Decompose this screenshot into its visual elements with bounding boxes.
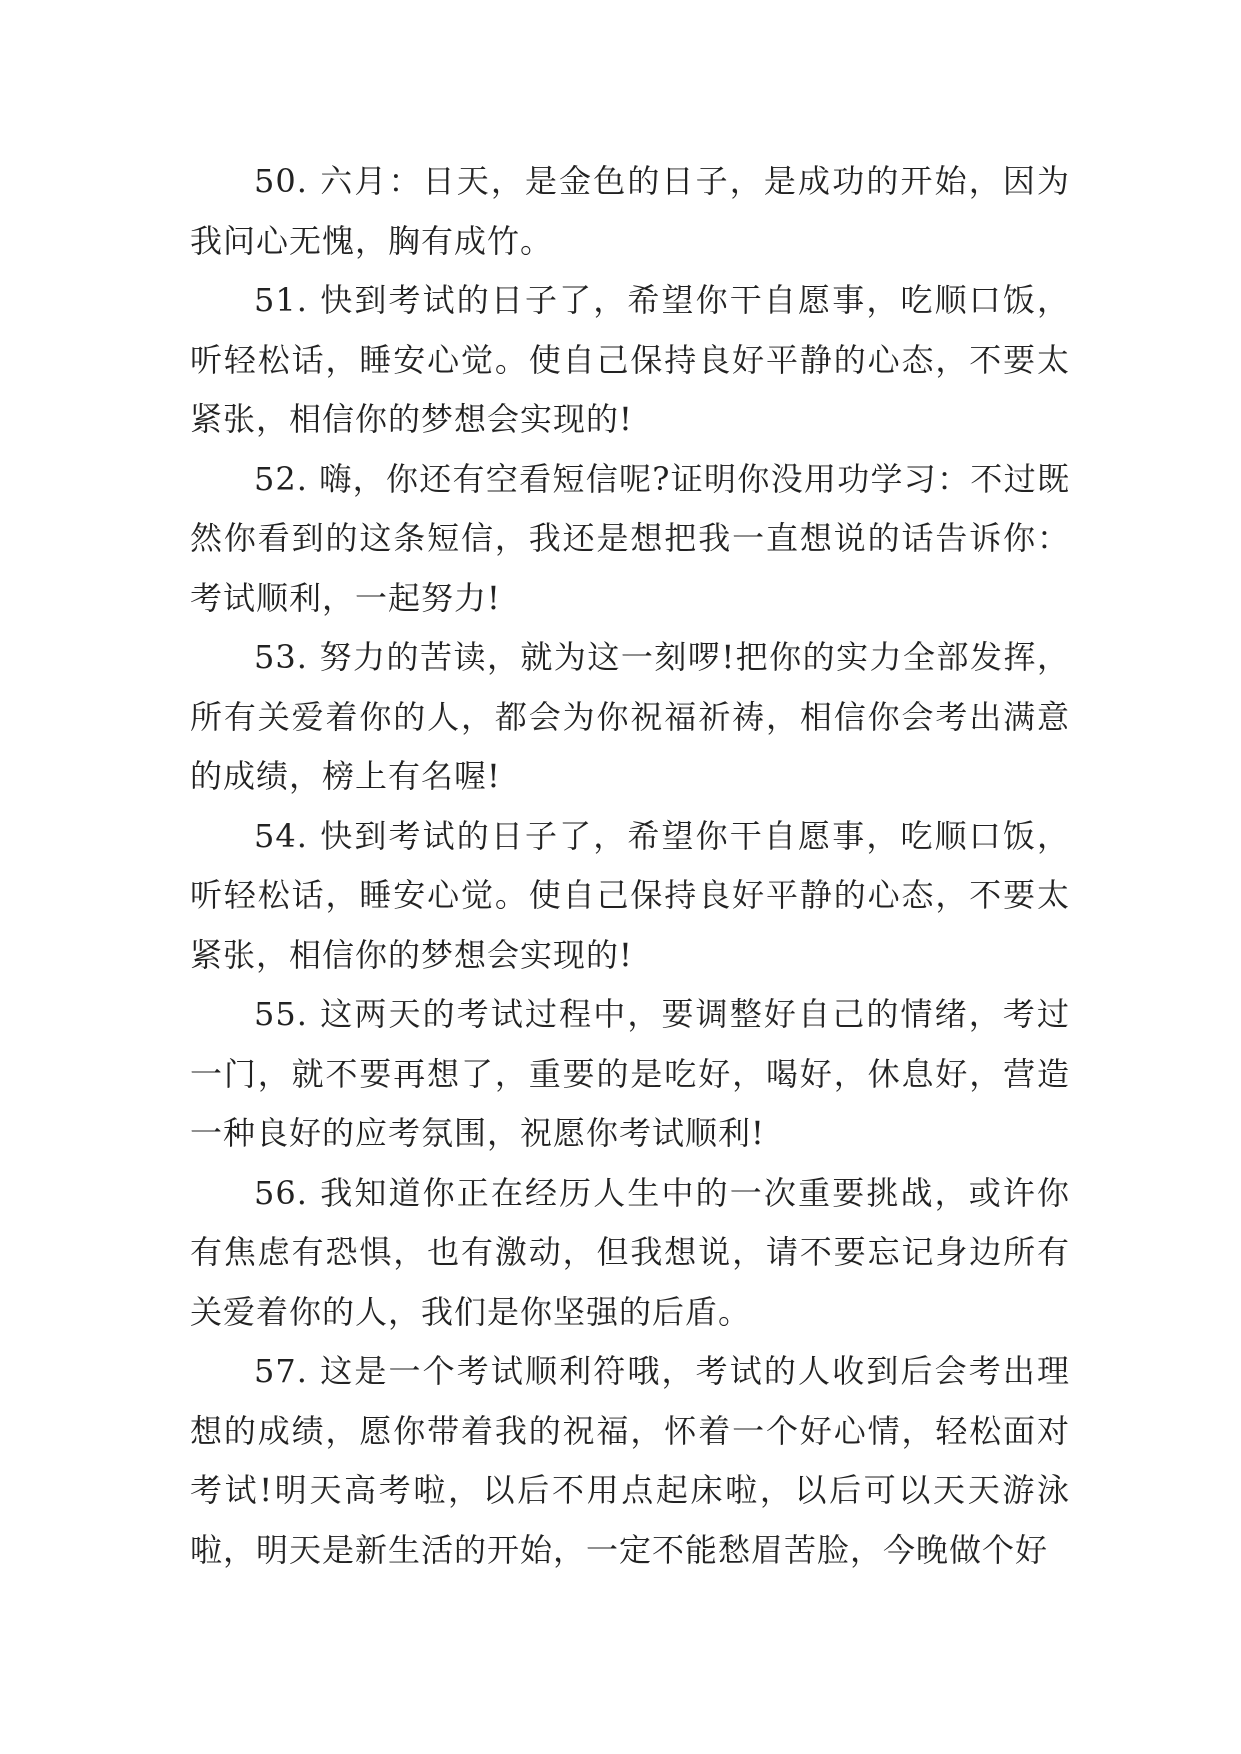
paragraph-51: 51. 快到考试的日子了，希望你干自愿事，吃顺口饭，听轻松话，睡安心觉。使自己保持良好平静的心态，不要太紧张，相信你的梦想会实现的!	[190, 281, 1070, 438]
paragraph-55: 55. 这两天的考试过程中，要调整好自己的情绪，考过一门，就不要再想了，重要的是吃好，喝好，休息好，营造一种良好的应考氛围，祝愿你考试顺利!	[190, 995, 1070, 1152]
paragraph-50: 50. 六月：日天，是金色的日子，是成功的开始，因为我问心无愧，胸有成竹。	[190, 162, 1070, 260]
document-body	[190, 152, 1070, 1580]
paragraph-57: 57. 这是一个考试顺利符哦，考试的人收到后会考出理想的成绩，愿你带着我的祝福，怀着一个好心情，轻松面对考试!明天高考啦，以后不用点起床啦，以后可以天天游泳啦，明天是新生活的开始，一定不能愁眉苦脸，今晚做个好	[190, 1352, 1070, 1569]
paragraph-52: 52. 嗨，你还有空看短信呢?证明你没用功学习：不过既然你看到的这条短信，我还是想把我一直想说的话告诉你：考试顺利，一起努力!	[190, 459, 1070, 617]
paragraph-54: 54. 快到考试的日子了，希望你干自愿事，吃顺口饭，听轻松话，睡安心觉。使自己保持良好平静的心态，不要太紧张，相信你的梦想会实现的!	[190, 816, 1070, 974]
paragraph-53: 53. 努力的苦读，就为这一刻啰!把你的实力全部发挥，所有关爱着你的人，都会为你祝福祈祷，相信你会考出满意的成绩，榜上有名喔!	[190, 638, 1070, 795]
paragraph-56: 56. 我知道你正在经历人生中的一次重要挑战，或许你有焦虑有恐惧，也有激动，但我想说，请不要忘记身边所有关爱着你的人，我们是你坚强的后盾。	[190, 1173, 1070, 1331]
